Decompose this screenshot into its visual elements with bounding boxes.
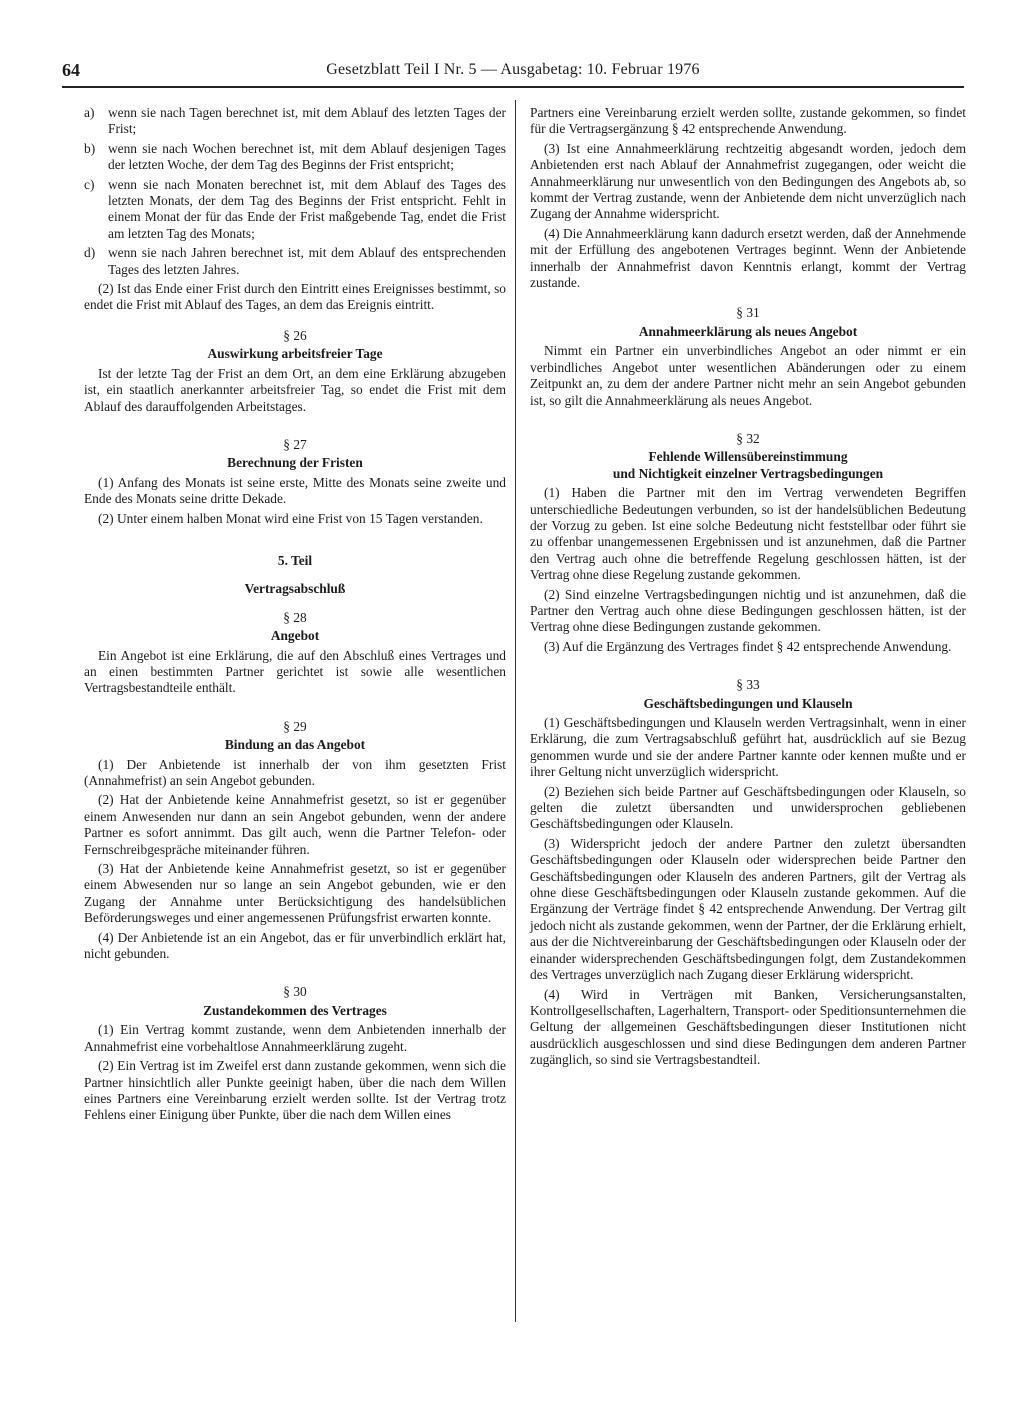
page-number: 64	[62, 60, 80, 80]
section-title: Fehlende Willensübereinstimmung	[648, 449, 848, 465]
section-title: Geschäftsbedingungen und Klauseln	[643, 695, 853, 711]
paragraph: (4) Der Anbietende ist an ein Angebot, das er für unverbindlich erklärt hat, nicht gebunden.	[84, 929, 506, 962]
list-item-text: wenn sie nach Monaten berechnet ist, mit dem Ablauf des Tages des letzten Monats, der dem Tag des Beginns der Frist entspricht. Fehlt in einem Monat der für das Ende der Frist maßgebende Tag, endet die Frist am letzten Tag des Monats;	[108, 176, 506, 241]
gazette-title: Gesetzblatt Teil I Nr. 5 — Ausgabetag: 10. Februar 1976	[326, 61, 700, 78]
paragraph: (2) Sind einzelne Vertragsbedingungen nichtig und ist anzunehmen, daß die Partner den Vertrag auch ohne diese Bedingungen geschlossen hätten, ist der Vertrag ohne diese Bedingungen zustande gekommen.	[530, 586, 966, 635]
list-item	[84, 141, 506, 174]
paragraph: Ist der letzte Tag der Frist an dem Ort, an dem eine Erklärung abzugeben ist, ein staatlich anerkannter arbeitsfreier Tag, so endet die Frist mit dem Ablauf des darauffolgenden Arbeitstages.	[84, 365, 506, 414]
section-number: § 27	[283, 436, 307, 452]
list-item-text: wenn sie nach Jahren berechnet ist, mit dem Ablauf des entsprechenden Tages des letzten Jahres.	[108, 245, 506, 277]
paragraph: (2) Ist das Ende einer Frist durch den Eintritt eines Ereignisses bestimmt, so endet die Frist mit Ablauf des Tages, an dem das Ereignis eintritt.	[84, 281, 506, 313]
paragraph: Ein Angebot ist eine Erklärung, die auf den Abschluß eines Vertrages und an einen bestimmten Partner gerichtet ist sowie alle wesentlichen Vertragsbestandteile enthält.	[84, 647, 506, 696]
list-item-label: d)	[84, 245, 96, 261]
paragraph: (2) Beziehen sich beide Partner auf Geschäftsbedingungen oder Klauseln, so gelten die zuletzt übersandten und unwidersprochen gebliebenen Geschäftsbedingungen oder Klauseln.	[530, 783, 966, 832]
section-title: Angebot	[270, 628, 320, 644]
paragraph: Partners eine Vereinbarung erzielt werden sollte, zustande gekommen, so findet für die Vertragsergänzung § 42 entsprechende Anwendung.	[530, 105, 966, 137]
section-title: Annahmeerklärung als neues Angebot	[638, 323, 858, 339]
section-title: und Nichtigkeit einzelner Vertragsbedingungen	[612, 465, 884, 481]
paragraph: Nimmt ein Partner ein unverbindliches Angebot an oder nimmt er ein verbindliches Angebot unter wesentlichen Abänderungen oder zu einem Zeitpunkt an, zu dem der andere Partner nicht mehr an sein Angebot gebunden ist, so gilt die Annahmeerklärung als neues Angebot.	[530, 343, 966, 408]
section-number: § 29	[283, 718, 307, 734]
right-column	[530, 105, 966, 1072]
column-divider	[515, 100, 516, 1322]
paragraph: (1) Ein Vertrag kommt zustande, wenn dem Anbietenden innerhalb der Annahmefrist eine vorbehaltlose Annahmeerklärung zugeht.	[84, 1022, 506, 1054]
paragraph: (1) Anfang des Monats ist seine erste, Mitte des Monats seine zweite und Ende des Monats seine dritte Dekade.	[84, 474, 506, 507]
section-title: Auswirkung arbeitsfreier Tage	[207, 346, 383, 362]
page-header	[62, 60, 964, 88]
section-number: § 26	[283, 327, 307, 343]
left-column	[84, 105, 506, 1127]
paragraph: (3) Widerspricht jedoch der andere Partner den zuletzt übersandten Geschäftsbedingungen oder Klauseln oder widersprechen beide Partner den Geschäftsbedingungen oder Klauseln des anderen Partners, gilt der Vertrag als ohne diese Geschäftsbedingungen oder Klauseln zustande gekommen. Auf die Ergänzung der Verträge findet § 42 entsprechende Anwendung. Der Vertrag gilt jedoch nicht als zustande gekommen, wenn der Partner, der die Erklärung erhielt, aus der die Nichtvereinbarung der Geschäftsbedingungen oder Klauseln oder der einander widersprechenden Geschäftsbedingungen folgt, dem Zustandekommen des Vertrages unverzüglich nach Zugang dieser Erklärung widerspricht.	[530, 835, 966, 983]
section-number: § 30	[283, 984, 307, 1000]
list-item	[84, 105, 506, 138]
paragraph: (3) Auf die Ergänzung des Vertrages findet § 42 entsprechende Anwendung.	[544, 638, 952, 654]
paragraph: (1) Geschäftsbedingungen und Klauseln werden Vertragsinhalt, wenn in einer Erklärung, die zum Vertragsabschluß geführt hat, ausdrücklich auf sie Bezug genommen wurde und sie der andere Partner kannte oder kennen mußte und er ihrer Geltung nicht unverzüglich widerspricht.	[530, 715, 966, 780]
list-item	[84, 245, 506, 278]
paragraph: (2) Ein Vertrag ist im Zweifel erst dann zustande gekommen, wenn sich die Partner hinsichtlich aller Punkte geeinigt haben, über die nach dem Willen eines Partners eine Vereinbarung erzielt werden sollte. Ist der Vertrag trotz Fehlens einer Einigung über Punkte, über die nach dem Willen eines	[84, 1058, 506, 1123]
paragraph: (2) Unter einem halben Monat wird eine Frist von 15 Tagen verstanden.	[98, 510, 483, 526]
section-title: Berechnung der Fristen	[227, 455, 363, 471]
list-item-text: wenn sie nach Tagen berechnet ist, mit dem Ablauf des letzten Tages der Frist;	[108, 105, 506, 137]
part-number: 5. Teil	[277, 552, 313, 568]
list-item	[84, 177, 506, 243]
section-number: § 28	[283, 609, 307, 625]
list-item-label: b)	[84, 140, 96, 156]
paragraph: (3) Ist eine Annahmeerklärung rechtzeitig abgesandt worden, jedoch dem Anbietenden erst nach Ablauf der Annahmefrist zugegangen, oder weicht die Annahmeerklärung nur unwesentlich von den Bedingungen des Angebots ab, so kommt der Vertrag zustande, wenn der Anbietende dem nicht unverzüglich nach Zugang der Annahme widerspricht.	[530, 140, 966, 222]
list-item-label: a)	[84, 105, 95, 120]
paragraph: (4) Die Annahmeerklärung kann dadurch ersetzt werden, daß der Annehmende mit der Erfüllung des angebotenen Vertrages beginnt. Wenn der Anbietende innerhalb der Annahmefrist davon Kenntnis erlangt, kommt der Vertrag zustande.	[530, 225, 966, 291]
paragraph: (4) Wird in Verträgen mit Banken, Versicherungsanstalten, Kontrollgesellschaften, Lagerhaltern, Transport- oder Speditionsunternehmen die Geltung der allgemeinen Geschäftsbedingungen dieser Institutionen nicht ausdrücklich ausgeschlossen und sind diese Bedingungen dem anderen Partner zugänglich, so sind sie Vertragsbestandteil.	[530, 986, 966, 1068]
list-item-label: c)	[84, 176, 95, 192]
section-number: § 33	[736, 677, 760, 693]
section-title: Zustandekommen des Vertrages	[203, 1002, 387, 1018]
section-number: § 31	[736, 305, 760, 321]
paragraph: (1) Haben die Partner mit den im Vertrag verwendeten Begriffen unterschiedliche Bedeutungen verbunden, so ist der handelsüblichen Bedeutung der Vorzug zu geben. Ist eine solche Bedeutung nicht feststellbar oder führt sie zu offenbar unangemessenen Ergebnissen und ist anzunehmen, daß die Partner den Vertrag auch ohne die betreffende Regelung geschlossen hätten, ist der Vertrag ohne diese Regelung zustande gekommen.	[530, 485, 966, 583]
part-title: Vertragsabschluß	[244, 581, 346, 597]
section-title: Bindung an das Angebot	[224, 737, 366, 753]
paragraph: (3) Hat der Anbietende keine Annahmefrist gesetzt, so ist er gegenüber einem Abwesenden nur so lange an sein Angebot gebunden, wie er den Zugang der Annahme unter Berücksichtigung des handelsüblichen Beförderungsweges und einer angemessenen Prüfungsfrist erwarten konnte.	[84, 861, 506, 926]
section-number: § 32	[736, 430, 760, 446]
list-item-text: wenn sie nach Wochen berechnet ist, mit dem Ablauf desjenigen Tages der letzten Woche, der dem Tag des Beginns der Frist entspricht;	[108, 140, 506, 173]
paragraph: (2) Hat der Anbietende keine Annahmefrist gesetzt, so ist er gegenüber einem Anwesenden nur dann an sein Angebot gebunden, wenn der andere Partner es sofort annimmt. Das gilt auch, wenn die Partner Telefon- oder Fernschreibgespräche miteinander führen.	[84, 792, 506, 857]
paragraph: (1) Der Anbietende ist innerhalb der von ihm gesetzten Frist (Annahmefrist) an sein Angebot gebunden.	[84, 756, 506, 788]
